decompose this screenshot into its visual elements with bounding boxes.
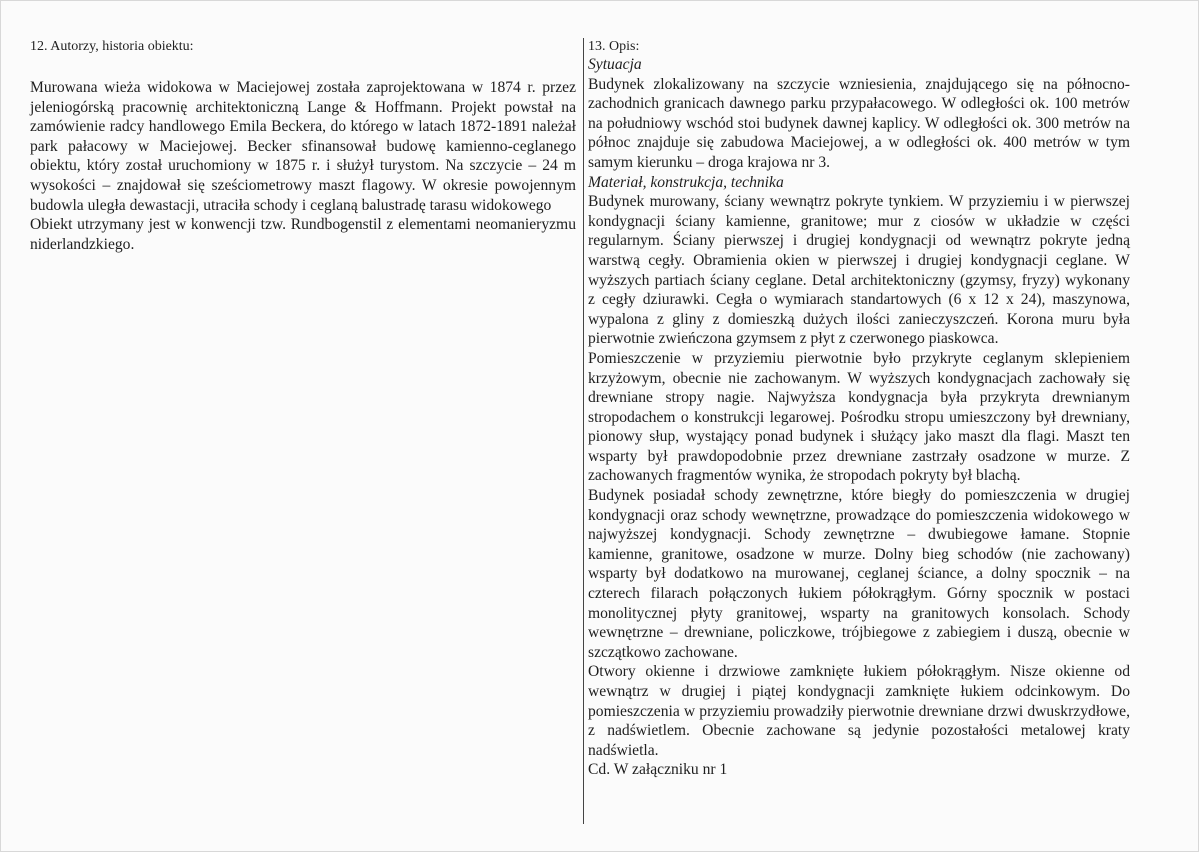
- history-paragraph: Murowana wieża widokowa w Maciejowej została zaprojektowana w 1874 r. przez jeleniogórską pracownię architektoniczną Lange & Hoffmann. Projekt powstał na zamówienie radcy handlowego Emila Beckera, do którego w latach 1872-1891 należał park pałacowy w Maciejowej. Becker sfinansował budowę kamienno-ceglanego obiektu, który został uruchomiony w 1875 r. i służył turystom. Na szczycie – 24 m wysokości – znajdował się sześciometrowy maszt flagowy. W okresie powojennym budowla uległa dewastacji, utraciła schody i ceglaną balustradę tarasu widokowego: [30, 79, 576, 214]
- subheading-situation: Sytuacja: [588, 56, 642, 73]
- style-paragraph: Obiekt utrzymany jest w konwencji tzw. Rundbogenstil z elementami neomanieryzmu niderlandzkiego.: [30, 216, 576, 253]
- interior-paragraph: Pomieszczenie w przyziemiu pierwotnie było przykryte ceglanym sklepieniem krzyżowym, obecnie nie zachowanym. W wyższych kondygnacjach zachowały się drewniane stropy nagie. Najwyższa kondygnacja była przykryta drewnianym stropodachem o konstrukcji legarowej. Pośrodku stropu umieszczony był drewniany, pionowy słup, wystający ponad budynek i służący jako maszt dla flagi. Maszt ten wsparty był prawdopodobnie przez drewniane zastrzały osadzone w murze. Z zachowanych fragmentów wynika, że stropodach pokryty był blachą.: [588, 349, 1130, 485]
- right-column: [588, 38, 1130, 780]
- continuation-note: Cd. W załączniku nr 1: [588, 761, 728, 779]
- section-heading-description: 13. Opis:: [588, 39, 640, 54]
- material-paragraph: Budynek murowany, ściany wewnątrz pokryte tynkiem. W przyziemiu i w pierwszej kondygnacji ściany kamienne, granitowe; mur z ciosów w układzie w części regularnym. Ściany pierwszej i drugiej kondygnacji od wewnątrz pokryte jedną warstwą cegły. Obramienia okien w pierwszej i drugiej kondygnacji ceglane. W wyższych partiach ściany ceglane. Detal architektoniczny (gzymsy, fryzy) wykonany z cegły dziurawki. Cegła o wymiarach standartowych (6 x 12 x 24), maszynowa, wypalona z gliny z domieszką dużych ilości zanieczyszczeń. Korona muru była pierwotnie zwieńczona gzymsem z płyt z czerwonego piaskowca.: [588, 193, 1130, 348]
- left-column: [30, 38, 576, 254]
- situation-paragraph: Budynek zlokalizowany na szczycie wzniesienia, znajdującego się na północno-zachodnich granicach dawnego parku przypałacowego. W odległości ok. 100 metrów na południowy wschód stoi budynek dawnej kaplicy. W odległości ok. 300 metrów na północ znajduje się zabudowa Maciejowej, a w odległości ok. 400 metrów w tym samym kierunku – droga krajowa nr 3.: [588, 75, 1130, 171]
- openings-paragraph: Otwory okienne i drzwiowe zamknięte łukiem półokrągłym. Nisze okienne od wewnątrz w drugiej i piątej kondygnacji zamknięte łukiem odcinkowym. Do pomieszczenia w przyziemiu prowadziły pierwotnie drewniane drzwi dwuskrzydłowe, z nadświetlem. Obecnie zachowane są jedynie pozostałości metalowej kraty nadświetla.: [588, 663, 1130, 759]
- stairs-paragraph: Budynek posiadał schody zewnętrzne, które biegły do pomieszczenia w drugiej kondygnacji oraz schody wewnętrzne, prowadzące do pomieszczenia widokowego w najwyższej kondygnacji. Schody zewnętrzne – dwubiegowe łamane. Stopnie kamienne, granitowe, osadzone w murze. Dolny bieg schodów (nie zachowany) wsparty był dodatkowo na murowanej, ceglanej ściance, a dolny spocznik – na czterech filarach połączonych łukiem półokrągłym. Górny spocznik w postaci monolitycznej płyty granitowej, wsparty na granitowych konsolach. Schody wewnętrzne – drewniane, policzkowe, trójbiegowe z zabiegiem i duszą, obecnie w szczątkowo zachowane.: [588, 487, 1130, 661]
- section-heading-authors: 12. Autorzy, historia obiektu:: [30, 39, 194, 54]
- subheading-material: Materiał, konstrukcja, technika: [588, 173, 784, 191]
- column-divider: [583, 38, 584, 824]
